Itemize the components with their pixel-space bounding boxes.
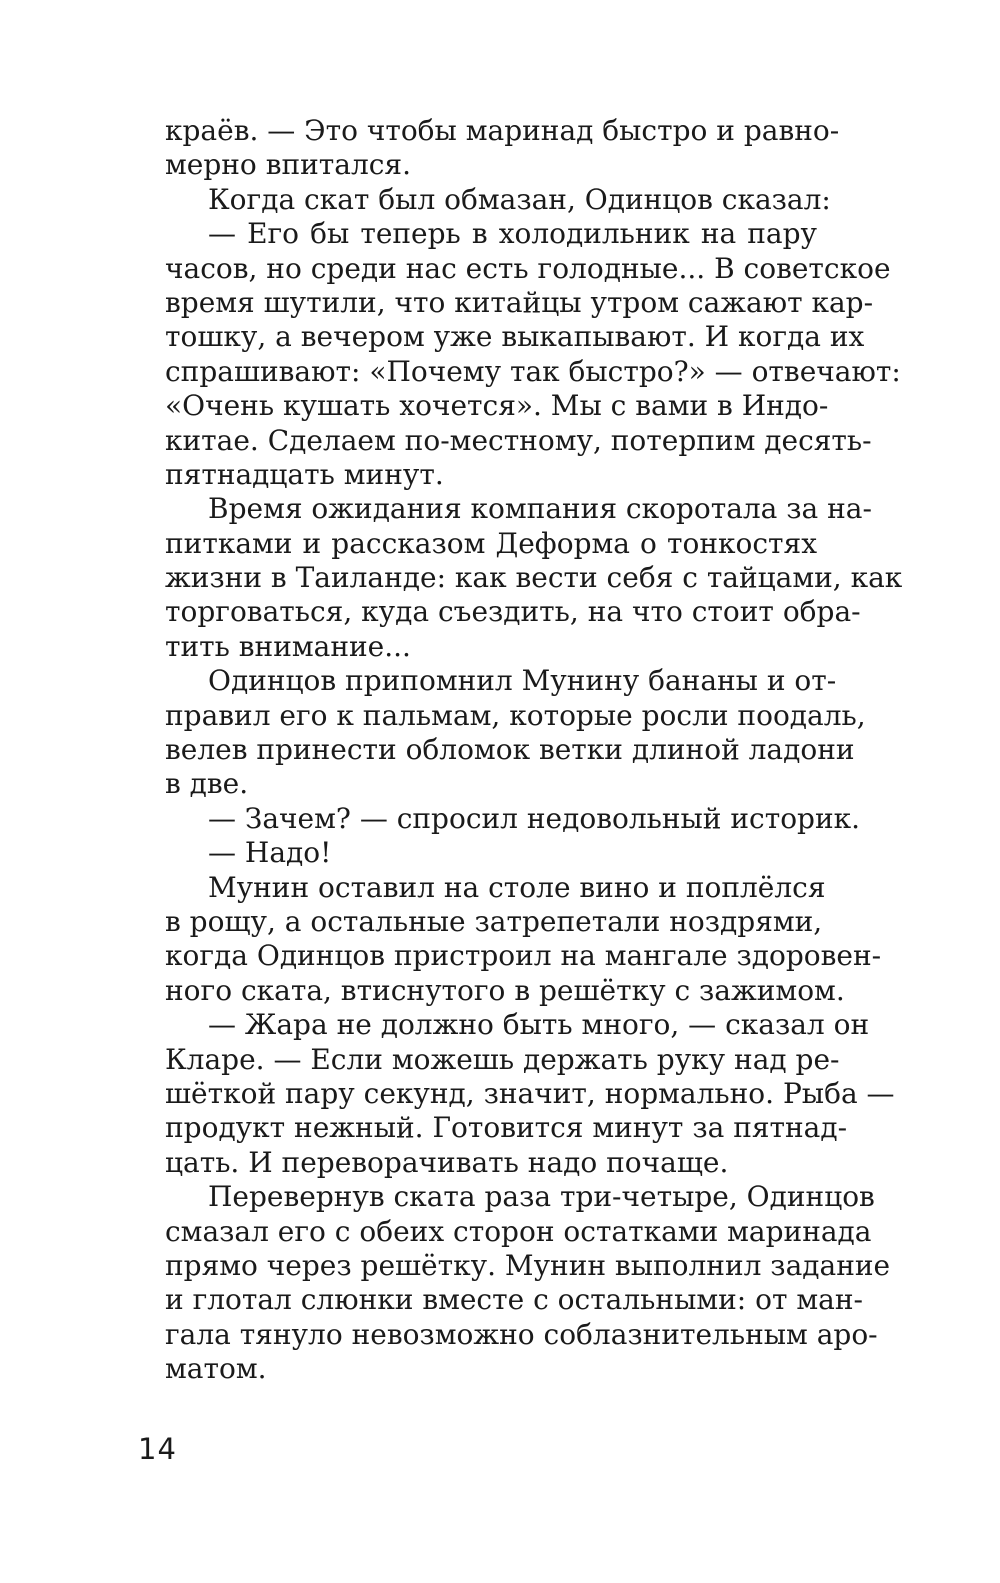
text-line: когда Одинцов пристроил на мангале здоровен-	[165, 939, 882, 973]
text-line: Мунин оставил на столе вино и поплёлся	[208, 870, 826, 904]
text-line: в две.	[165, 767, 249, 801]
text-line: правил его к пальмам, которые росли поодаль,	[165, 698, 866, 732]
text-line: «Очень кушать хочется». Мы с вами в Индо-	[165, 389, 829, 423]
text-line: гала тянуло невозможно соблазнительным аро-	[165, 1317, 878, 1351]
text-line: — Жара не должно быть много, — сказал он	[208, 1008, 870, 1042]
text-line: торговаться, куда съездить, на что стоит обра-	[165, 595, 861, 629]
text-line: в рощу, а остальные затрепетали ноздрями,	[165, 904, 823, 938]
text-line: шёткой пару секунд, значит, нормально. Рыба —	[165, 1076, 895, 1110]
text-line: время шутили, что китайцы утром сажают кар-	[165, 285, 874, 319]
text-line: китае. Сделаем по-местному, потерпим десять-	[165, 423, 872, 457]
text-line: краёв. — Это чтобы маринад быстро и равно-	[165, 114, 840, 147]
text-line: мерно впитался.	[165, 148, 411, 182]
text-line: Когда скат был обмазан, Одинцов сказал:	[208, 182, 831, 216]
text-line: прямо через решётку. Мунин выполнил задание	[165, 1248, 891, 1282]
text-line: питками и рассказом Деформа о тонкостях	[165, 526, 817, 560]
text-line: спрашивают: «Почему так быстро?» — отвечают:	[165, 354, 901, 388]
text-line: — Зачем? — спросил недовольный историк.	[208, 801, 861, 835]
text-line: продукт нежный. Готовится минут за пятнад-	[165, 1111, 848, 1145]
text-line: цать. И переворачивать надо почаще.	[165, 1145, 729, 1179]
text-line: — Надо!	[208, 836, 332, 870]
text-line: и глотал слюнки вместе с остальными: от ман-	[165, 1283, 863, 1317]
text-line: ного ската, втиснутого в решётку с зажимом.	[165, 973, 845, 1007]
text-line: часов, но среди нас есть голодные... В советское	[165, 251, 891, 285]
text-line: матом.	[165, 1352, 267, 1386]
text-line: Перевернув ската раза три-четыре, Одинцов	[208, 1180, 875, 1214]
body-text	[165, 114, 903, 1386]
text-line: Кларе. — Если можешь держать руку над ре-	[165, 1042, 840, 1076]
text-line: — Его бы теперь в холодильник на пару	[208, 217, 817, 251]
text-line: смазал его с обеих сторон остатками маринада	[165, 1214, 872, 1248]
text-line: тить внимание...	[165, 629, 411, 663]
text-line: пятнадцать минут.	[165, 457, 444, 491]
page-number: 14	[138, 1432, 177, 1466]
text-line: тошку, а вечером уже выкапывают. И когда их	[165, 320, 865, 354]
text-line: жизни в Таиланде: как вести себя с тайцами, как	[165, 561, 903, 595]
text-line: Время ожидания компания скоротала за на-	[208, 492, 872, 526]
text-line: Одинцов припомнил Мунину бананы и от-	[208, 664, 837, 698]
text-line: велев принести обломок ветки длиной ладони	[165, 733, 855, 767]
